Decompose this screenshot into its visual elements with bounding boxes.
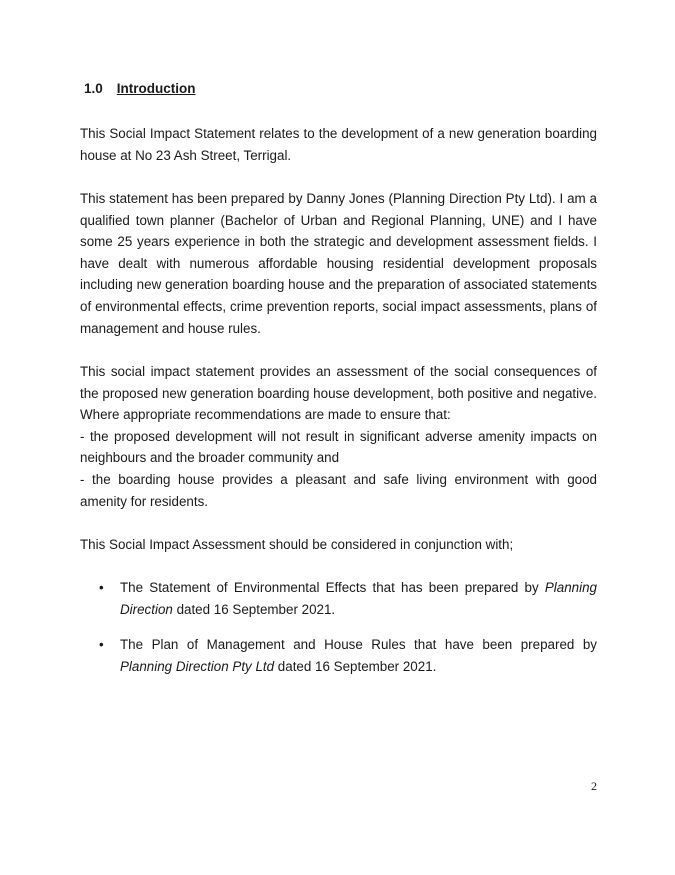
paragraph-assessment [80,361,597,512]
paragraph-purpose: This Social Impact Statement relates to the development of a new generation boarding house at No 23 Ash Street, Terrigal. [80,126,597,163]
section-number: 1.0 [84,81,103,96]
bullet-icon: • [99,637,104,652]
bullet-text: The Statement of Environmental Effects that has been prepared by [120,580,545,595]
bullet-icon: • [99,580,104,595]
page-number: 2 [591,779,597,793]
section-title: Introduction [116,81,196,96]
paragraph-conjunction: This Social Impact Assessment should be considered in conjunction with; [80,537,514,552]
assessment-point-living: - the boarding house provides a pleasant and safe living environment with good amenity for residents. [80,471,597,509]
bullet-date: dated 16 September 2021. [172,601,336,617]
list-item [80,634,597,677]
assessment-intro: This social impact statement provides an assessment of the social consequences of the proposed new generation boarding house development, both positive and negative. Where appropriate recommendations are made to ensure that: [80,364,597,423]
section-heading [84,81,196,96]
assessment-point-amenity: - the proposed development will not result in significant adverse amenity impacts on neighbours and the broader community and [80,428,597,466]
paragraph-author: This statement has been prepared by Danny Jones (Planning Direction Pty Ltd). I am a qualified town planner (Bachelor of Urban and Regional Planning, UNE) and I have some 25 years experience in both the strategic and development assessment fields. I have dealt with numerous affordable housing residential development proposals including new generation boarding house and the preparation of associated statements of environmental effects, crime prevention reports, social impact assessments, plans of management and house rules. [80,191,597,336]
bullet-list-2 [80,634,597,677]
bullet-text: The Plan of Management and House Rules that have been prepared by [120,637,597,652]
bullet-date: dated 16 September 2021. [274,658,437,674]
bullet-italic-author: Planning Direction Pty Ltd [120,658,275,674]
bullet-italic-author: Planning Direction [120,580,597,617]
list-item [80,577,597,620]
bullet-list-1 [80,577,597,620]
